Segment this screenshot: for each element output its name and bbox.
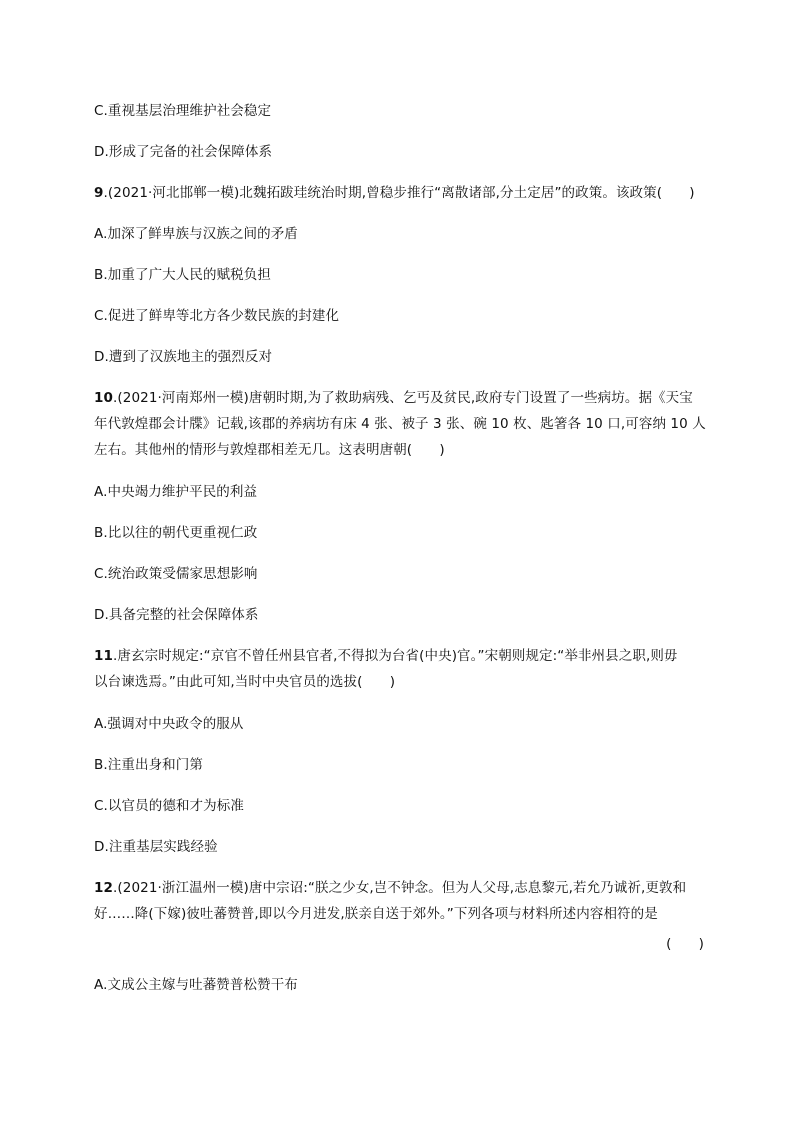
question-stem: .(2021·河南郑州一模)唐朝时期,为了救助病残、乞丐及贫民,政府专门设置了一些病坊。据《天宝 xyxy=(113,390,693,406)
question-stem: 好……降(下嫁)彼吐蕃赞普,即以今月进发,朕亲自送于郊外。”下列各项与材料所述内容相符的是 xyxy=(94,906,658,922)
q11-stem-line-1 xyxy=(94,646,704,666)
option-letter: A. xyxy=(94,484,108,500)
option-text: 比以往的朝代更重视仁政 xyxy=(107,525,258,541)
question-stem: 年代敦煌郡会计牒》记载,该郡的养病坊有床 4 张、被子 3 张、碗 10 枚、匙箸各 10 口,可容纳 10 人 xyxy=(94,416,706,432)
option-text: 遭到了汉族地主的强烈反对 xyxy=(108,349,273,365)
option-text: 中央竭力维护平民的利益 xyxy=(107,484,258,500)
option-text: 促进了鲜卑等北方各少数民族的封建化 xyxy=(107,308,340,324)
option-letter: D. xyxy=(94,144,109,160)
q10-option-a xyxy=(94,482,704,502)
answer-blank: ( ) xyxy=(666,936,704,952)
question-stem: .(2021·浙江温州一模)唐中宗诏:“朕之少女,岂不钟念。但为人父母,志息黎元,若允乃诚祈,更敦和 xyxy=(113,880,687,896)
q10-stem-line-1 xyxy=(94,388,704,408)
option-letter: B. xyxy=(94,267,108,283)
q10-option-b xyxy=(94,523,704,543)
option-text: 强调对中央政令的服从 xyxy=(107,716,244,732)
option-text: 具备完整的社会保障体系 xyxy=(108,607,259,623)
option-letter: D. xyxy=(94,349,109,365)
q10-stem-line-2 xyxy=(94,414,704,434)
question-stem: .唐玄宗时规定:“京官不曾任州县官者,不得拟为台省(中央)官。”宋朝则规定:“举非州县之职,则毋 xyxy=(113,648,678,664)
option-letter: B. xyxy=(94,525,108,541)
option-letter: A. xyxy=(94,226,108,242)
option-text: 注重出身和门第 xyxy=(107,757,203,773)
question-stem: .(2021·河北邯郸一模)北魏拓跋珪统治时期,曾稳步推行“离散诸部,分土定居”的政策。该政策( ) xyxy=(103,185,695,201)
q9-stem-line-1 xyxy=(94,183,704,203)
option-letter: D. xyxy=(94,839,109,855)
option-letter: B. xyxy=(94,757,108,773)
option-text: 文成公主嫁与吐蕃赞普松赞干布 xyxy=(107,977,298,993)
q12-stem-line-2 xyxy=(94,904,704,924)
option-letter: D. xyxy=(94,607,109,623)
q9-option-d xyxy=(94,347,704,367)
option-letter: A. xyxy=(94,977,108,993)
q11-option-d xyxy=(94,837,704,857)
q8-option-c xyxy=(94,101,704,121)
q11-stem-line-2 xyxy=(94,672,704,692)
q11-option-a xyxy=(94,714,704,734)
option-text: 注重基层实践经验 xyxy=(108,839,218,855)
q12-stem-line-1 xyxy=(94,878,704,898)
option-letter: C. xyxy=(94,798,108,814)
q9-option-c xyxy=(94,306,704,326)
option-text: 统治政策受儒家思想影响 xyxy=(107,566,258,582)
option-text: 形成了完备的社会保障体系 xyxy=(108,144,273,160)
option-text: 以官员的德和才为标准 xyxy=(107,798,244,814)
q10-option-c xyxy=(94,564,704,584)
question-number: 9 xyxy=(94,185,104,201)
question-number: 11 xyxy=(94,648,113,664)
question-stem: 以台谏选焉。”由此可知,当时中央官员的选拔( ) xyxy=(94,674,396,690)
q8-option-d xyxy=(94,142,704,162)
question-stem: 左右。其他州的情形与敦煌郡相差无几。这表明唐朝( ) xyxy=(94,442,445,458)
option-text: 加重了广大人民的赋税负担 xyxy=(107,267,271,283)
option-letter: C. xyxy=(94,308,108,324)
q10-stem-line-3 xyxy=(94,440,704,460)
question-number: 12 xyxy=(94,880,113,896)
q9-option-a xyxy=(94,224,704,244)
q10-option-d xyxy=(94,605,704,625)
question-number: 10 xyxy=(94,390,113,406)
q11-option-b xyxy=(94,755,704,775)
option-letter: A. xyxy=(94,716,108,732)
option-letter: C. xyxy=(94,103,108,119)
option-text: 加深了鲜卑族与汉族之间的矛盾 xyxy=(107,226,298,242)
q11-option-c xyxy=(94,796,704,816)
q9-option-b xyxy=(94,265,704,285)
q12-option-a xyxy=(94,975,704,995)
option-letter: C. xyxy=(94,566,108,582)
option-text: 重视基层治理维护社会稳定 xyxy=(107,103,272,119)
